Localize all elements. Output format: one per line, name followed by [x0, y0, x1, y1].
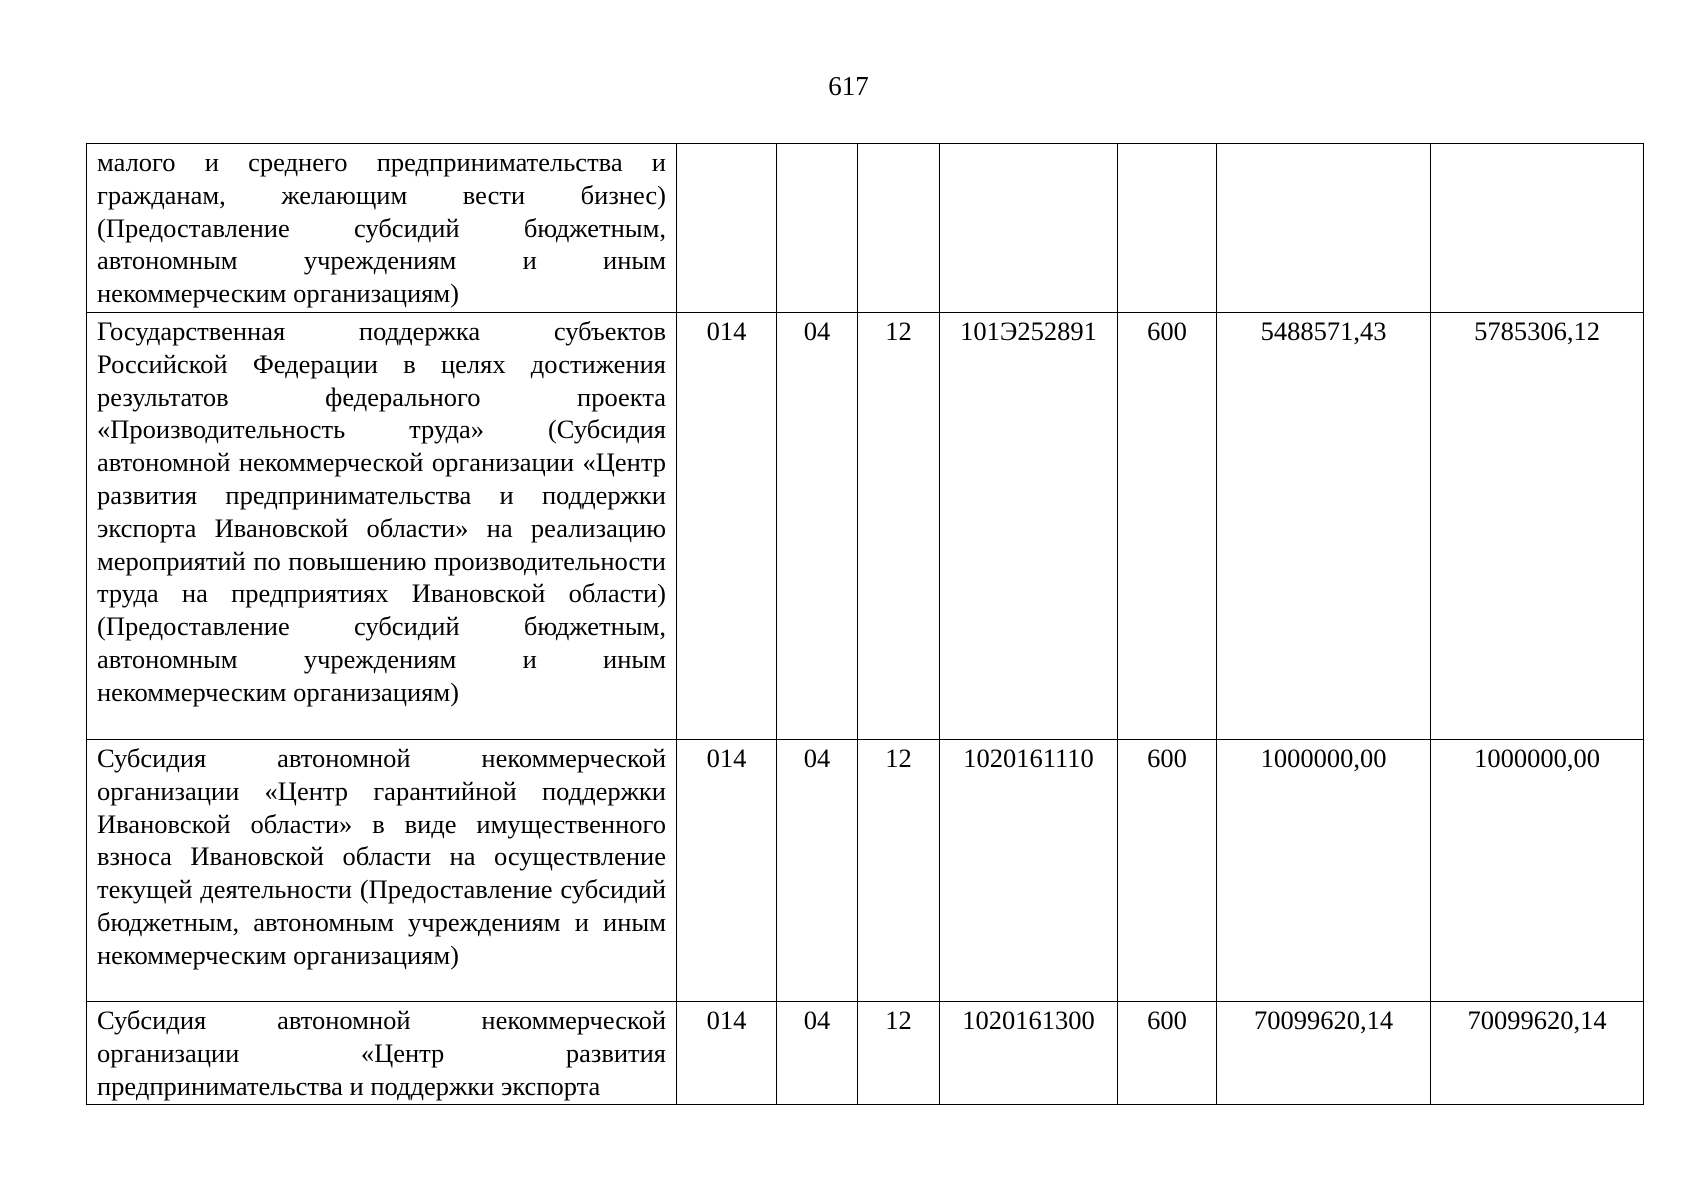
section-cell: 04 [777, 739, 858, 1001]
row-description: Субсидия автономной некоммерческой организации «Центр гарантийной поддержки Ивановской области» в виде имущественного взноса Ивановской области на осуществление текущей деятельности (Предоставление субсидий бюджетным, автономным учреждениям и иным некоммерческим организациям) [87, 739, 677, 1001]
subsection-cell: 12 [858, 312, 940, 739]
gov-code-cell: 014 [677, 739, 777, 1001]
page-number: 617 [828, 71, 869, 101]
gov-code-cell [677, 144, 777, 313]
amount-1-cell [1217, 144, 1431, 313]
gov-code-cell: 014 [677, 1001, 777, 1104]
subsection-cell: 12 [858, 1001, 940, 1104]
amount-2-cell: 1000000,00 [1431, 739, 1644, 1001]
section-cell: 04 [777, 1001, 858, 1104]
table-row [87, 1001, 1644, 1104]
row-description: Субсидия автономной некоммерческой организации «Центр развития предпринимательства и поддержки экспорта [87, 1001, 677, 1104]
gov-code-cell: 014 [677, 312, 777, 739]
budget-table [86, 143, 1644, 1105]
table-row [87, 312, 1644, 739]
section-cell [777, 144, 858, 313]
table-row [87, 144, 1644, 313]
amount-2-cell [1431, 144, 1644, 313]
amount-1-cell: 1000000,00 [1217, 739, 1431, 1001]
expense-type-cell: 600 [1118, 312, 1217, 739]
expense-type-cell: 600 [1118, 1001, 1217, 1104]
amount-1-cell: 5488571,43 [1217, 312, 1431, 739]
expense-type-cell: 600 [1118, 739, 1217, 1001]
row-description: Государственная поддержка субъектов Российской Федерации в целях достижения результатов федерального проекта «Производительность труда» (Субсидия автономной некоммерческой организации «Центр развития предпринимательства и поддержки экспорта Ивановской области» на реализацию мероприятий по повышению производительности труда на предприятиях Ивановской области) (Предоставление субсидий бюджетным, автономным учреждениям и иным некоммерческим организациям) [87, 312, 677, 739]
target-article-cell: 1020161300 [940, 1001, 1118, 1104]
row-description: малого и среднего предпринимательства и гражданам, желающим вести бизнес) (Предоставление субсидий бюджетным, автономным учреждениям и иным некоммерческим организациям) [87, 144, 677, 313]
target-article-cell: 1020161110 [940, 739, 1118, 1001]
subsection-cell [858, 144, 940, 313]
section-cell: 04 [777, 312, 858, 739]
amount-2-cell: 5785306,12 [1431, 312, 1644, 739]
amount-1-cell: 70099620,14 [1217, 1001, 1431, 1104]
amount-2-cell: 70099620,14 [1431, 1001, 1644, 1104]
subsection-cell: 12 [858, 739, 940, 1001]
table-row [87, 739, 1644, 1001]
target-article-cell: 101Э252891 [940, 312, 1118, 739]
target-article-cell [940, 144, 1118, 313]
expense-type-cell [1118, 144, 1217, 313]
